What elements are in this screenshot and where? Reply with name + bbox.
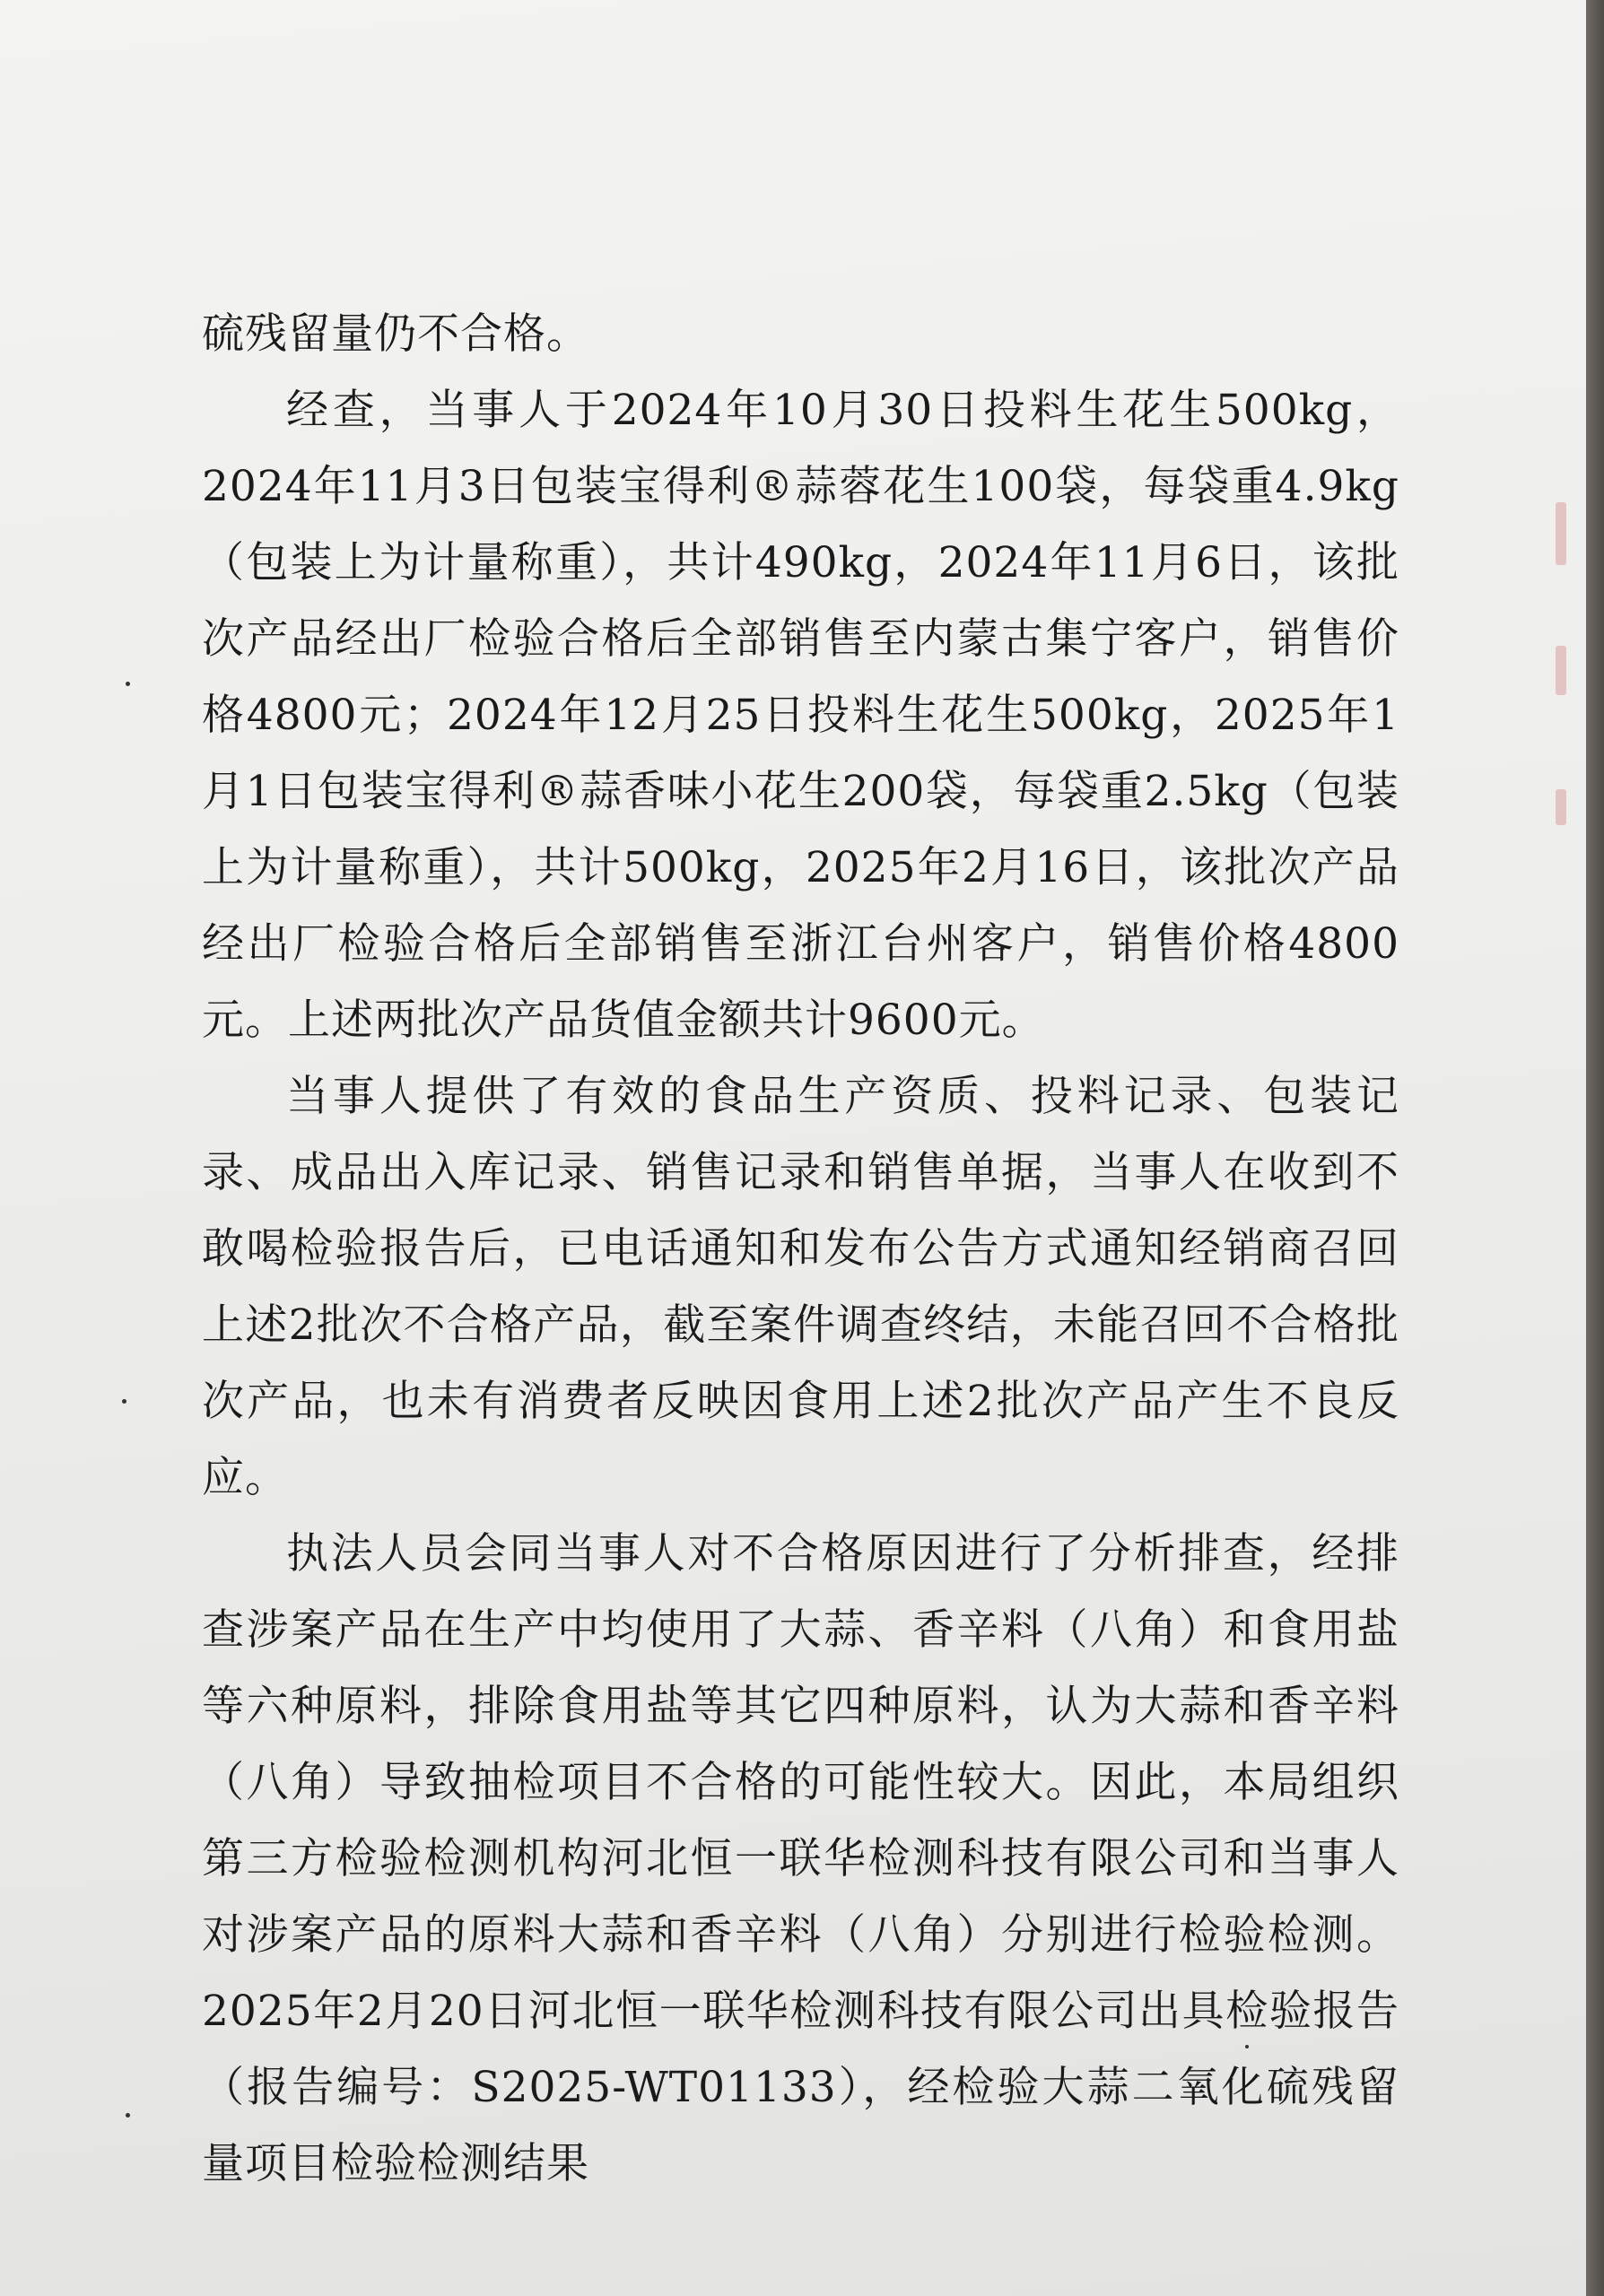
paragraph-recall: 当事人提供了有效的食品生产资质、投料记录、包装记录、成品出入库记录、销售记录和销售单据，当事人在收到不敢喝检验报告后，已电话通知和发布公告方式通知经销商召回上述2批次不合格产品，截至案件调查终结，未能召回不合格批次产品，也未有消费者反映因食用上述2批次产品产生不良反应。 (202, 1072, 1399, 1502)
paragraph-analysis: 执法人员会同当事人对不合格原因进行了分析排查，经排查涉案产品在生产中均使用了大蒜、香辛料（八角）和食用盐等六种原料，排除食用盐等其它四种原料，认为大蒜和香辛料（八角）导致抽检项目不合格的可能性较大。因此，本局组织第三方检验检测机构河北恒一联华检测科技有限公司和当事人对涉案产品的原料大蒜和香辛料（八角）分别进行检验检测。2025年2月20日河北恒一联华检测科技有限公司出具检验报告（报告编号：S2025-WT01133），经检验大蒜二氧化硫残留量项目检验检测结果 (202, 1529, 1399, 2188)
background-edge (1586, 0, 1604, 2296)
speck-mark (126, 682, 130, 686)
red-seal-bleed (1556, 502, 1566, 565)
speck-mark (126, 2113, 130, 2118)
speck-mark (1245, 2045, 1249, 2048)
paragraph-investigation: 经查，当事人于2024年10月30日投料生花生500kg，2024年11月3日包装宝得利®蒜蓉花生100袋，每袋重4.9kg（包装上为计量称重），共计490kg，2024年11月6日，该批次产品经出厂检验合格后全部销售至内蒙古集宁客户，销售价格4800元；2024年12月25日投料生花生500kg，2025年1月1日包装宝得利®蒜香味小花生200袋，每袋重2.5kg（包装上为计量称重），共计500kg，2025年2月16日，该批次产品经出厂检验合格后全部销售至浙江台州客户，销售价格4800元。上述两批次产品货值金额共计9600元。 (202, 386, 1399, 1045)
document-body (202, 296, 1399, 2202)
speck-mark (122, 1399, 126, 1404)
red-seal-bleed (1556, 646, 1566, 695)
red-seal-bleed (1556, 789, 1566, 825)
paragraph-continuation: 硫残留量仍不合格。 (202, 309, 589, 359)
